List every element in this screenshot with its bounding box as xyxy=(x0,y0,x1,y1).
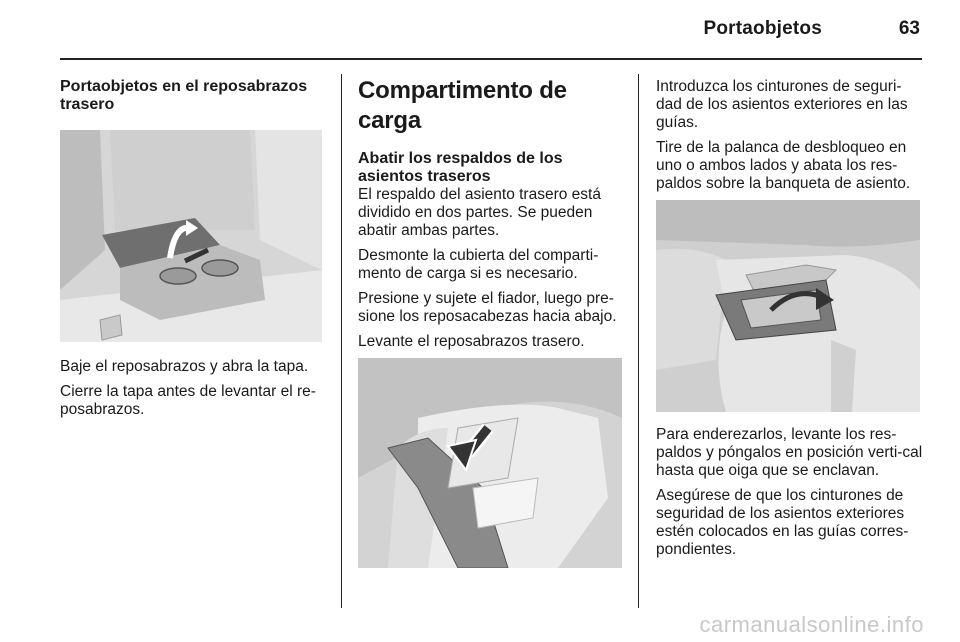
footer-watermark: carmanualsonline.info xyxy=(699,612,924,637)
subheading-fold-seats: Abatir los respaldos de los asientos traseros xyxy=(358,150,563,185)
column-divider-2 xyxy=(638,74,639,608)
section-heading-cargo: Compartimento de carga xyxy=(358,77,567,134)
armrest-paragraph-2: Cierre la tapa antes de levantar el re-posabrazos. xyxy=(60,383,316,418)
section-heading-armrest: Portaobjetos en el reposabrazos trasero xyxy=(60,78,308,113)
seat-paragraph-2: Tire de la palanca de desbloqueo en uno o ambos lados y abata los res-paldos sobre la banqueta de asiento. xyxy=(656,139,911,192)
release-lever-illustration xyxy=(656,200,920,412)
header-rule xyxy=(60,58,922,60)
page-header-title: Portaobjetos xyxy=(703,18,822,39)
cargo-paragraph-2: Desmonte la cubierta del comparti-mento de carga si es necesario. xyxy=(358,247,599,282)
armrest-illustration xyxy=(60,130,322,342)
seat-paragraph-3: Para enderezarlos, levante los res-paldos y póngalos en posición verti-cal hasta que oiga que se enclavan. xyxy=(656,426,923,479)
column-seat-folding xyxy=(656,70,924,566)
headrest-release-illustration xyxy=(358,358,622,568)
column-cargo-compartment xyxy=(358,70,624,568)
armrest-paragraph-1: Baje el reposabrazos y abra la tapa. xyxy=(60,358,309,375)
cargo-paragraph-1: El respaldo del asiento trasero está dividido en dos partes. Se pueden abatir ambas partes. xyxy=(358,186,601,239)
seat-paragraph-1: Introduzca los cinturones de seguri-dad de los asientos exteriores en las guías. xyxy=(656,78,908,131)
seat-paragraph-4: Asegúrese de que los cinturones de seguridad de los asientos exteriores estén colocados en las guías corres-pondientes. xyxy=(656,487,909,558)
column-armrest-storage xyxy=(60,70,324,426)
cargo-paragraph-3: Presione y sujete el fiador, luego pre-sione los reposacabezas hacia abajo. xyxy=(358,290,617,325)
page-number: 63 xyxy=(898,18,920,39)
cargo-paragraph-4: Levante el reposabrazos trasero. xyxy=(358,333,585,350)
column-divider-1 xyxy=(341,74,342,608)
